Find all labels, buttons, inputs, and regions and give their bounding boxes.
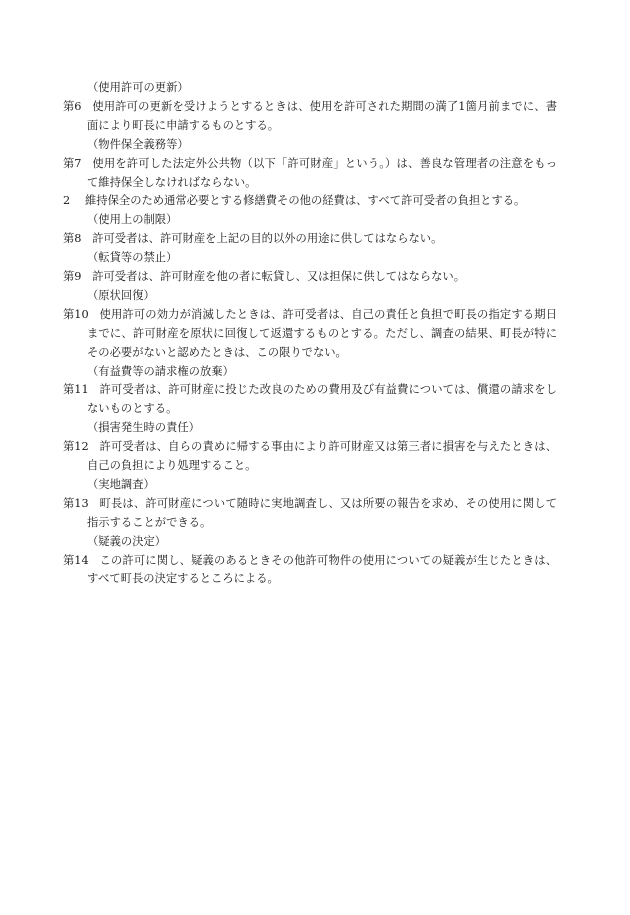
article-paragraph xyxy=(63,268,557,287)
section-heading: （原状回復） xyxy=(87,288,155,302)
article-text: 使用許可の効力が消滅したときは、許可受者は、自己の責任と負担で町長の指定する期日までに、許可財産を原状に回復して返還するものとする。ただし、調査の結果、町長が特にその必要がないと認めたときは、この限りでない。 xyxy=(87,307,557,359)
article-text: 許可受者は、自らの責めに帰する事由により許可財産又は第三者に損害を与えたときは、自己の負担により処理すること。 xyxy=(87,440,557,473)
article-paragraph xyxy=(63,155,557,193)
article-paragraph xyxy=(63,98,557,136)
section-heading: （疑義の決定） xyxy=(87,534,167,548)
article-text: 使用を許可した法定外公共物（以下「許可財産」という。）は、善良な管理者の注意をもって維持保全しなければならない。 xyxy=(87,156,557,189)
article-number: 第7 xyxy=(63,156,82,170)
article-number: 第10 xyxy=(63,307,89,321)
article-number: 第12 xyxy=(63,440,89,454)
article-text: 使用許可の更新を受けようとするときは、使用を許可された期間の満了1箇月前までに、書面により町長に申請するものとする。 xyxy=(87,99,557,132)
article-number: 第14 xyxy=(63,553,89,567)
article-number: 第6 xyxy=(63,99,82,113)
section-heading: （使用上の制限） xyxy=(87,213,178,227)
article-number: 第8 xyxy=(63,232,82,246)
article-text: 許可受者は、許可財産に投じた改良のための費用及び有益費については、償還の請求をしないものとする。 xyxy=(87,383,557,416)
article-paragraph xyxy=(63,552,557,590)
article-number: 第11 xyxy=(63,383,89,397)
section-heading: （有益費等の請求権の放棄） xyxy=(87,364,234,378)
article-paragraph xyxy=(63,230,557,249)
article-paragraph xyxy=(63,306,557,363)
article-text: 町長は、許可財産について随時に実地調査し、又は所要の報告を求め、その使用に関して指示することができる。 xyxy=(87,496,557,529)
article-text: 維持保全のため通常必要とする修繕費その他の経費は、すべて許可受者の負担とする。 xyxy=(85,194,526,208)
article-number: 第13 xyxy=(63,496,89,510)
section-heading: （物件保全義務等） xyxy=(87,137,189,151)
section-heading: （使用許可の更新） xyxy=(87,81,189,94)
article-paragraph xyxy=(63,495,557,533)
section-heading: （損害発生時の責任） xyxy=(87,421,200,435)
article-paragraph: 2 維持保全のため通常必要とする修繕費その他の経費は、すべて許可受者の負担とする。 xyxy=(63,194,526,208)
document-body xyxy=(63,79,557,589)
article-text: 許可受者は、許可財産を上記の目的以外の用途に供してはならない。 xyxy=(92,232,443,246)
section-heading: （転貸等の禁止） xyxy=(87,251,178,265)
article-number: 第9 xyxy=(63,270,82,283)
article-text: 許可受者は、許可財産を他の者に転貸し、又は担保に供してはならない。 xyxy=(92,270,465,283)
article-paragraph xyxy=(63,438,557,476)
article-paragraph xyxy=(63,381,557,419)
article-text: この許可に関し、疑義のあるときその他許可物件の使用についての疑義が生じたときは、すべて町長の決定するところによる。 xyxy=(87,553,557,586)
section-heading: （実地調査） xyxy=(87,477,155,491)
